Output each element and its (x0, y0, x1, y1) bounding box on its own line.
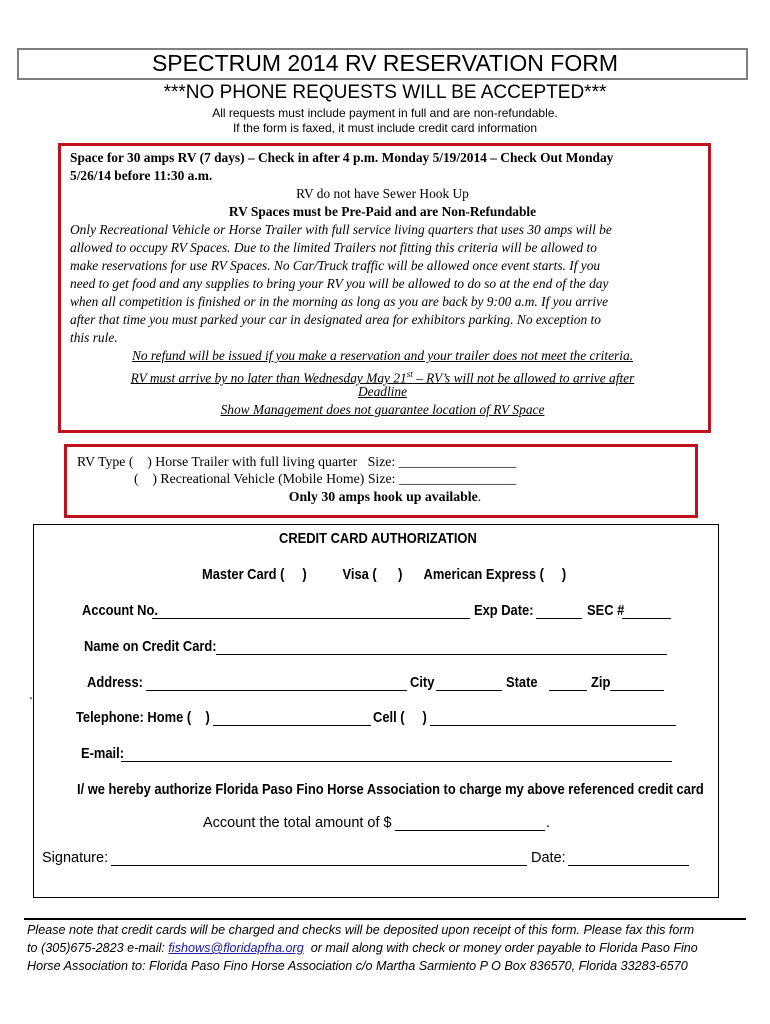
name-on-card-label: Name on Credit Card: (84, 638, 217, 655)
footer-mail-text: or mail along with check or money order payable to Florida Paso Fino (303, 941, 698, 955)
date-wrap (531, 850, 566, 866)
zip-field[interactable] (610, 676, 664, 691)
amount-label: Account the total amount of $ (203, 815, 392, 831)
sec-field[interactable] (622, 604, 671, 619)
payment-requirement: All requests must include payment in full and are non-refundable. (212, 106, 558, 120)
account-label: Account No. (82, 602, 158, 619)
card-type-options[interactable]: Master Card ( ) Visa ( ) American Express ( ) (202, 566, 567, 583)
signature-wrap (42, 850, 108, 866)
management-note: Show Management does not guarantee location of RV Space (220, 402, 545, 417)
amps-period: . (477, 489, 482, 504)
page-subtitle: ***NO PHONE REQUESTS WILL BE ACCEPTED*** (163, 82, 607, 103)
address-field[interactable] (146, 676, 407, 691)
sec-label: SEC # (587, 602, 625, 619)
account-number-field[interactable] (152, 604, 470, 619)
rv-dates-line-1: Space for 30 amps RV (7 days) – Check in after 4 p.m. Monday 5/19/2014 – Check Out Monday (70, 150, 614, 165)
amount-wrap (203, 815, 392, 831)
arrival-superscript: st (406, 369, 413, 379)
arrival-text: RV must arrive by no later than Wednesday May 21 (130, 370, 407, 386)
amps-note-line (0, 489, 770, 505)
zip-label: Zip (591, 674, 611, 691)
name-on-card-field[interactable] (216, 640, 667, 655)
rv-dates-line-2: 5/26/14 before 11:30 a.m. (70, 168, 213, 183)
date-label: Date: (531, 850, 566, 866)
signature-field[interactable] (111, 851, 527, 866)
amount-field[interactable] (395, 816, 545, 831)
rules-line: this rule. (70, 330, 118, 345)
exp-date-label: Exp Date: (474, 602, 534, 619)
footer-line-1: Please note that credit cards will be charged and checks will be deposited upon receipt of this form. Please fax this form (27, 923, 695, 937)
deadline-label: Deadline (357, 384, 408, 399)
rv-type-horse-trailer[interactable]: RV Type ( ) Horse Trailer with full living quarter Size: _________________ (77, 454, 516, 469)
rules-line: Only Recreational Vehicle or Horse Trailer with full service living quarters that uses 30 amps will be (70, 222, 612, 237)
email-label: E-mail: (81, 745, 125, 762)
cell-phone-label: Cell ( ) (373, 709, 427, 726)
rules-line: make reservations for use RV Spaces. No Car/Truck traffic will be allowed once event starts. If you (70, 258, 601, 273)
stray-mark: . (29, 686, 33, 702)
footer-divider (24, 918, 746, 920)
footer-fax-text: to (305)675-2823 e-mail: (27, 941, 169, 955)
rules-line: when all competition is finished or in the morning as long as you are back by 9:00 a.m. If you arrive (70, 294, 609, 309)
city-wrap (410, 674, 438, 692)
card-type-row[interactable] (202, 566, 625, 584)
refund-note: No refund will be issued if you make a reservation and your trailer does not meet the criteria. (131, 348, 634, 363)
cell-wrap (373, 709, 436, 727)
amount-period: . (546, 815, 551, 831)
signature-label: Signature: (42, 850, 109, 866)
state-wrap (506, 674, 543, 692)
home-phone-label: Telephone: Home ( ) (76, 709, 210, 726)
rules-line: after that time you must parked your car in designated area for exhibitors parking. No exception to (70, 312, 601, 327)
footer-line-3: Horse Association to: Florida Paso Fino Horse Association c/o Martha Sarmiento P O Box 836570, Florida 33283-6570 (27, 959, 688, 973)
exp-date-field[interactable] (536, 604, 582, 619)
fax-requirement: If the form is faxed, it must include credit card information (232, 121, 538, 135)
exp-wrap (474, 602, 543, 620)
home-phone-wrap (76, 709, 232, 727)
footer-line-2 (27, 941, 698, 955)
authorization-statement: I/ we hereby authorize Florida Paso Fino Horse Association to charge my above referenced credit card (77, 781, 704, 798)
state-field[interactable] (549, 676, 587, 691)
prepaid-note: RV Spaces must be Pre-Paid and are Non-Refundable (228, 204, 537, 219)
address-label: Address: (87, 674, 143, 691)
state-label: State (506, 674, 538, 691)
cc-heading: CREDIT CARD AUTHORIZATION (279, 530, 477, 547)
rules-line: allowed to occupy RV Spaces. Due to the limited Trailers not fitting this criteria will be allowed to (70, 240, 597, 255)
arrival-text-post: – RV’s will not be allowed to arrive after (412, 370, 635, 386)
email-field[interactable] (121, 747, 672, 762)
cell-phone-field[interactable] (430, 711, 676, 726)
authorization-wrap (77, 781, 770, 799)
rules-line: need to get food and any supplies to bring your RV you will be allowed to do so at the end of the day (70, 276, 609, 291)
city-label: City (410, 674, 435, 691)
rv-type-recreational-vehicle[interactable]: ( ) Recreational Vehicle (Mobile Home) Size: _________________ (134, 471, 517, 486)
cc-heading-wrap (279, 530, 509, 548)
amps-note: Only 30 amps hook up available (288, 489, 478, 504)
date-field[interactable] (568, 851, 689, 866)
sewer-note: RV do not have Sewer Hook Up (296, 186, 469, 201)
home-phone-field[interactable] (213, 711, 371, 726)
page-title: SPECTRUM 2014 RV RESERVATION FORM (151, 50, 619, 76)
footer-email-link[interactable]: fishows@floridapfha.org (168, 941, 304, 955)
address-wrap (87, 674, 152, 692)
city-field[interactable] (436, 676, 502, 691)
